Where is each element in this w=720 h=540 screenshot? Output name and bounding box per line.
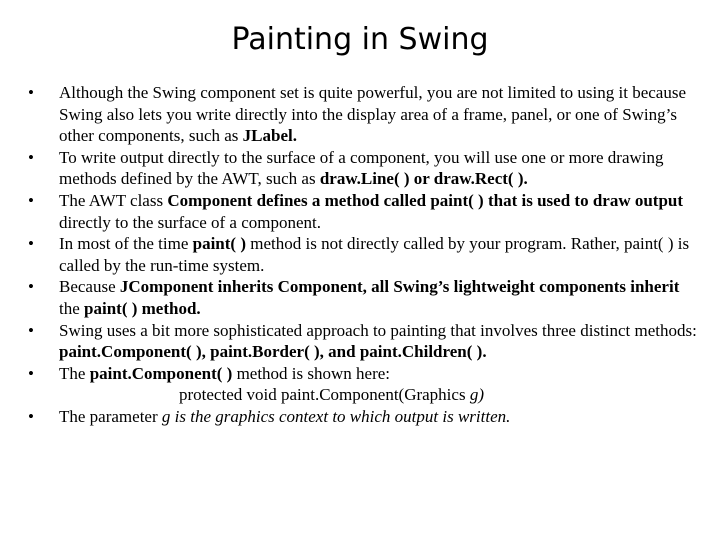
bullet-icon: • <box>28 83 34 102</box>
bullet-list <box>28 82 700 428</box>
bullet-item: • Swing uses a bit more sophisticated approach to painting that involves three distinct methods: paint.Component( ), paint.Border( ), and paint.Children( ). <box>28 320 697 362</box>
slide-title: Painting in Swing <box>231 22 489 57</box>
bullet-icon: • <box>28 234 34 254</box>
bullet-item: • The paint.Component( ) method is shown here: protected void paint.Component(Graphics g) <box>28 363 700 406</box>
bullet-icon: • <box>28 277 34 297</box>
bullet-icon: • <box>28 406 34 426</box>
bullet-icon: • <box>28 147 34 167</box>
bullet-icon: • <box>28 363 34 383</box>
bullet-item: • To write output directly to the surface of a component, you will use one or more drawing methods defined by the AWT, such as draw.Line( ) or draw.Rect( ). <box>28 147 664 189</box>
bullet-item: • The parameter g is the graphics context to which output is written. <box>28 406 511 426</box>
code-signature: protected void paint.Component(Graphics g) <box>179 385 484 405</box>
bullet-item: • Although the Swing component set is quite powerful, you are not limited to using it because Swing also lets you write directly into the display area of a frame, panel, or one of Swing’s other components, such as JLabel. <box>28 83 687 146</box>
bullet-icon: • <box>28 190 34 210</box>
bullet-item: • The AWT class Component defines a method called paint( ) that is used to draw output directly to the surface of a component. <box>28 190 684 232</box>
bullet-item: • In most of the time paint( ) method is not directly called by your program. Rather, paint( ) is called by the run-time system. <box>28 234 690 275</box>
bullet-item: • Because JComponent inherits Component, all Swing’s lightweight components inherit the paint( ) method. <box>28 277 680 318</box>
bullet-icon: • <box>28 320 34 340</box>
